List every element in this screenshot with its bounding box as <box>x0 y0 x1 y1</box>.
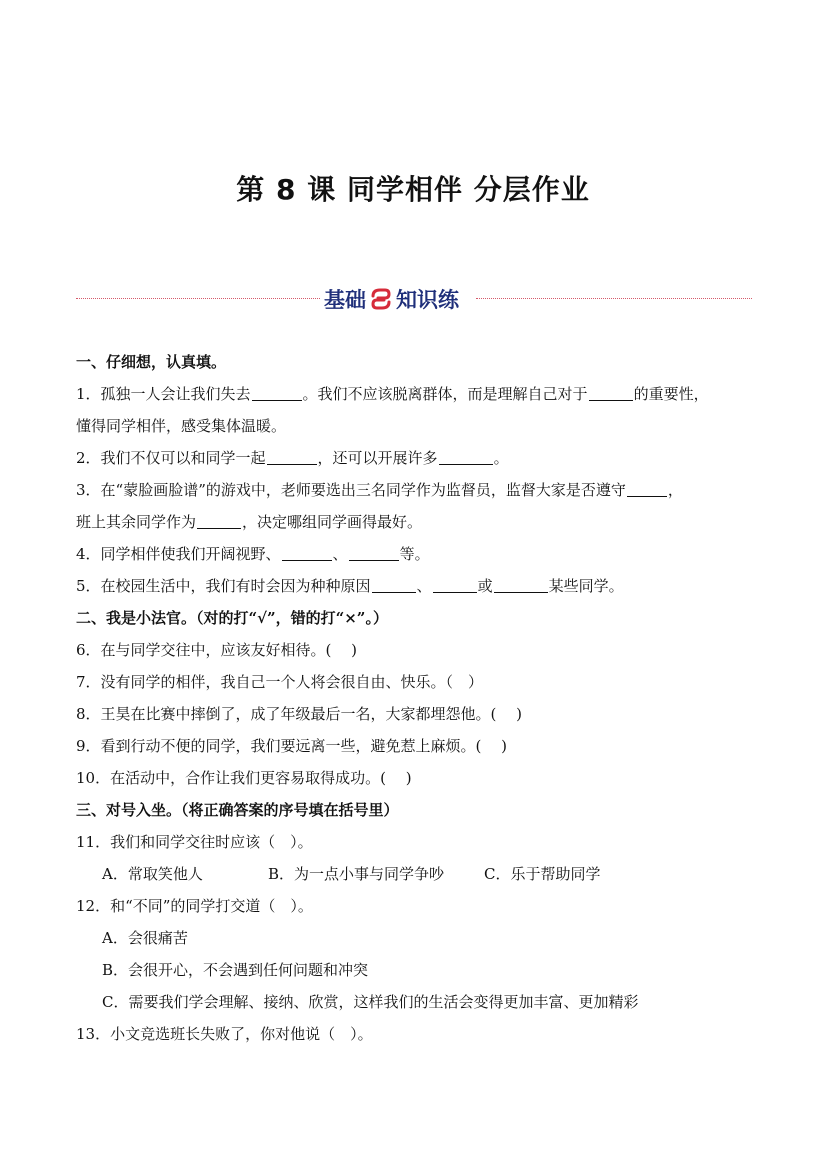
question-text: 5．在校园生活中，我们有时会因为种种原因 <box>76 577 371 595</box>
question-6: 6．在与同学交往中，应该友好相待。( ) <box>76 641 358 659</box>
answer-blank[interactable] <box>439 448 493 465</box>
question-text: ， <box>667 481 683 499</box>
question-text: 班上其余同学作为 <box>76 513 197 531</box>
option-a: A．常取笑他人 <box>102 865 203 883</box>
question-text: 某些同学。 <box>548 577 624 595</box>
question-text: 、 <box>332 545 348 563</box>
section-banner <box>76 284 752 316</box>
question-12: 12．和“不同”的同学打交道（ ）。 <box>76 897 313 915</box>
section-heading: 一、仔细想，认真填。 <box>76 353 227 371</box>
question-11: 11．我们和同学交往时应该（ ）。 <box>76 833 313 851</box>
question-11-options <box>76 858 766 890</box>
question-10: 10．在活动中，合作让我们更容易取得成功。( ) <box>76 769 412 787</box>
banner-label <box>324 284 459 314</box>
question-text: 2．我们不仅可以和同学一起 <box>76 449 266 467</box>
answer-blank[interactable] <box>627 480 667 497</box>
question-7: 7．没有同学的相伴，我自己一个人将会很自由、快乐。（ ） <box>76 673 484 691</box>
option-a: A．会很痛苦 <box>102 929 188 947</box>
question-text: 3．在“蒙脸画脸谱”的游戏中，老师要选出三名同学作为监督员，监督大家是否遵守 <box>76 481 626 499</box>
question-text: 1．孤独一人会让我们失去 <box>76 385 251 403</box>
worksheet-content <box>76 346 766 1050</box>
link-icon <box>368 287 394 311</box>
question-1-line-1 <box>76 378 766 410</box>
question-text: 等。 <box>399 545 430 563</box>
question-5 <box>76 570 766 602</box>
answer-blank[interactable] <box>494 576 548 593</box>
option-b: B．会很开心，不会遇到任何问题和冲突 <box>102 961 369 979</box>
question-8: 8．王昊在比赛中摔倒了，成了年级最后一名，大家都埋怨他。( ) <box>76 705 523 723</box>
banner-left-text: 基础 <box>324 288 366 312</box>
question-13: 13．小文竞选班长失败了，你对他说（ ）。 <box>76 1025 373 1043</box>
answer-blank[interactable] <box>589 384 633 401</box>
question-2 <box>76 442 766 474</box>
option-c: C．乐于帮助同学 <box>484 865 601 883</box>
section-heading: 三、对号入坐。（将正确答案的序号填在括号里） <box>76 801 399 819</box>
banner-right-text: 知识练 <box>396 288 459 312</box>
answer-blank[interactable] <box>197 512 241 529</box>
question-text: 4．同学相伴使我们开阔视野、 <box>76 545 281 563</box>
section-heading: 二、我是小法官。（对的打“√”，错的打“×”。） <box>76 609 388 627</box>
question-3-line-2 <box>76 506 766 538</box>
answer-blank[interactable] <box>372 576 416 593</box>
option-b: B．为一点小事与同学争吵 <box>268 865 445 883</box>
question-text: 的重要性， <box>633 385 709 403</box>
question-9: 9．看到行动不便的同学，我们要远离一些，避免惹上麻烦。( ) <box>76 737 508 755</box>
answer-blank[interactable] <box>267 448 317 465</box>
question-3-line-1 <box>76 474 766 506</box>
answer-blank[interactable] <box>282 544 332 561</box>
banner-rule-left <box>76 298 320 299</box>
question-text: 。 <box>493 449 509 467</box>
answer-blank[interactable] <box>433 576 477 593</box>
page-title: 第 8 课 同学相伴 分层作业 <box>236 173 590 206</box>
option-c: C．需要我们学会理解、接纳、欣赏，这样我们的生活会变得更加丰富、更加精彩 <box>102 993 639 1011</box>
question-text: 、 <box>416 577 432 595</box>
banner-rule-right <box>476 298 752 299</box>
question-text: 或 <box>477 577 493 595</box>
question-4 <box>76 538 766 570</box>
answer-blank[interactable] <box>252 384 302 401</box>
question-1-line-2: 懂得同学相伴，感受集体温暖。 <box>76 417 287 435</box>
answer-blank[interactable] <box>349 544 399 561</box>
question-text: ，还可以开展许多 <box>317 449 438 467</box>
question-text: ，决定哪组同学画得最好。 <box>242 513 423 531</box>
question-text: 。我们不应该脱离群体，而是理解自己对于 <box>302 385 588 403</box>
